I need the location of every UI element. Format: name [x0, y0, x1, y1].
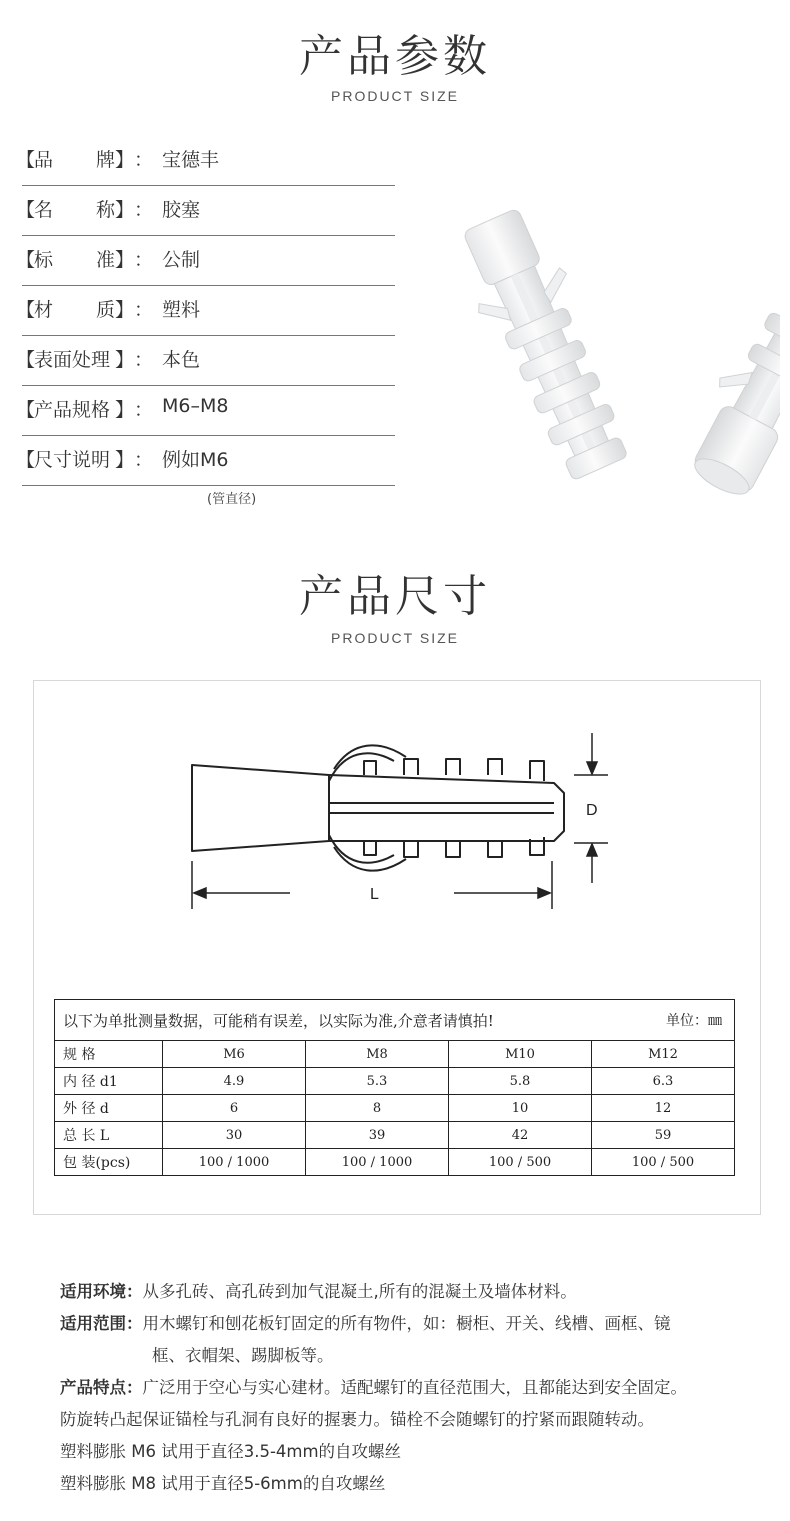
param-value-size: 例如M6: [162, 449, 229, 471]
row-head: 外 径 d: [55, 1095, 163, 1122]
table-cell: 30: [163, 1122, 306, 1149]
param-row-name: [16, 185, 395, 236]
param-value-surface: 本色: [162, 349, 201, 371]
param-value-standard: 公制: [162, 249, 201, 271]
bracket-close: 】: [115, 449, 135, 471]
desc-line-6: 塑料膨胀 M8 试用于直径5-6mm的自攻螺丝: [60, 1474, 386, 1493]
table-unit: 单位：㎜: [666, 1012, 722, 1029]
table-cell: 59: [592, 1122, 735, 1149]
table-row: [55, 1041, 735, 1068]
bracket-close: 】: [115, 349, 135, 371]
table-cell: 4.9: [163, 1068, 306, 1095]
param-value-brand: 宝德丰: [162, 149, 220, 171]
colon: ：: [134, 149, 154, 171]
desc-env: [60, 1276, 760, 1308]
param-value-spec: M6–M8: [162, 395, 229, 417]
param-label-char: 称: [96, 199, 116, 221]
pipe-diameter-note: (管直径): [207, 492, 257, 507]
bracket-close: 】: [115, 199, 135, 221]
desc-scope-cont: 框、衣帽架、踢脚板等。: [152, 1346, 334, 1365]
table-cell: 100 / 1000: [163, 1149, 306, 1176]
param-value-material: 塑料: [162, 299, 201, 321]
table-cell: 6.3: [592, 1068, 735, 1095]
desc-key: 产品特点：: [60, 1378, 143, 1397]
anchor-left: [446, 200, 644, 488]
param-value-name: 胶塞: [162, 199, 201, 221]
product-description: [60, 1276, 760, 1500]
row-head: 包 装(pcs): [55, 1149, 163, 1176]
bracket-close: 】: [115, 249, 135, 271]
section-title-size: 产品尺寸: [299, 571, 491, 622]
label-D: D: [586, 802, 598, 819]
table-row: [55, 1149, 735, 1176]
section-subtitle-size: PRODUCT SIZE: [331, 630, 459, 646]
bracket-open: 【: [16, 149, 36, 171]
colon: ：: [134, 449, 154, 471]
param-row-brand: [16, 135, 395, 186]
table-cell: M12: [592, 1041, 735, 1068]
param-label-char: 品: [34, 149, 54, 171]
table-cell: 10: [449, 1095, 592, 1122]
colon: ：: [134, 199, 154, 221]
anchor-right: [674, 210, 780, 509]
desc-text: 从多孔砖、高孔砖到加气混凝土,所有的混凝土及墙体材料。: [142, 1282, 577, 1301]
table-cell: 100 / 1000: [306, 1149, 449, 1176]
desc-key: 适用范围：: [60, 1314, 143, 1333]
bracket-open: 【: [16, 249, 36, 271]
param-row-surface: [16, 335, 395, 386]
desc-scope: [60, 1308, 760, 1340]
bracket-open: 【: [16, 349, 36, 371]
bracket-close: 】: [115, 399, 135, 421]
param-label-char: 名: [34, 199, 54, 221]
table-cell: 39: [306, 1122, 449, 1149]
row-head: 规 格: [55, 1041, 163, 1068]
bracket-close: 】: [115, 149, 135, 171]
desc-line-4: 防旋转凸起保证锚栓与孔洞有良好的握裹力。锚栓不会随螺钉的拧紧而跟随转动。: [60, 1410, 654, 1429]
row-head: 内 径 d1: [55, 1068, 163, 1095]
table-cell: 8: [306, 1095, 449, 1122]
bracket-open: 【: [16, 399, 36, 421]
table-caption: [55, 1000, 735, 1041]
table-cell: 42: [449, 1122, 592, 1149]
colon: ：: [134, 299, 154, 321]
desc-text: 用木螺钉和刨花板钉固定的所有物件，如：橱柜、开关、线槽、画框、镜: [142, 1314, 671, 1333]
colon: ：: [134, 249, 154, 271]
param-label-char: 标: [34, 249, 54, 271]
table-cell: 100 / 500: [592, 1149, 735, 1176]
param-label-text: 产品规格: [34, 399, 111, 421]
spec-table: [54, 999, 735, 1176]
bracket-close: 】: [115, 299, 135, 321]
product-photo: [430, 190, 780, 520]
table-row: [55, 1095, 735, 1122]
colon: ：: [134, 349, 154, 371]
table-caption-text: 以下为单批测量数据，可能稍有误差，以实际为准,介意者请慎拍!: [63, 1011, 494, 1030]
bracket-open: 【: [16, 299, 36, 321]
bracket-open: 【: [16, 199, 36, 221]
table-cell: 5.8: [449, 1068, 592, 1095]
param-label-char: 牌: [96, 149, 116, 171]
section-title-params: 产品参数: [299, 31, 491, 82]
row-head: 总 长 L: [55, 1122, 163, 1149]
desc-key: 适用环境：: [60, 1282, 143, 1301]
table-row: [55, 1122, 735, 1149]
table-cell: 12: [592, 1095, 735, 1122]
table-cell: 6: [163, 1095, 306, 1122]
desc-feature: [60, 1372, 760, 1404]
param-label-char: 质: [96, 299, 116, 321]
table-cell: M8: [306, 1041, 449, 1068]
param-row-size: [16, 435, 395, 486]
param-row-spec: [16, 385, 395, 436]
param-label-text: 表面处理: [34, 349, 111, 371]
table-caption-row: [55, 1000, 735, 1041]
colon: ：: [134, 399, 154, 421]
param-label-text: 尺寸说明: [34, 449, 111, 471]
param-row-standard: [16, 235, 395, 286]
dimension-panel: [33, 680, 761, 1215]
table-cell: 5.3: [306, 1068, 449, 1095]
table-cell: 100 / 500: [449, 1149, 592, 1176]
anchor-diagram: [34, 681, 760, 981]
desc-text: 广泛用于空心与实心建材。适配螺钉的直径范围大，且都能达到安全固定。: [142, 1378, 687, 1397]
param-label-char: 准: [96, 249, 116, 271]
table-cell: M6: [163, 1041, 306, 1068]
section-subtitle-params: PRODUCT SIZE: [331, 88, 459, 104]
param-label-char: 材: [34, 299, 54, 321]
table-row: [55, 1068, 735, 1095]
desc-line-5: 塑料膨胀 M6 试用于直径3.5-4mm的自攻螺丝: [60, 1442, 402, 1461]
param-row-material: [16, 285, 395, 336]
label-L: L: [370, 886, 379, 903]
table-cell: M10: [449, 1041, 592, 1068]
bracket-open: 【: [16, 449, 36, 471]
